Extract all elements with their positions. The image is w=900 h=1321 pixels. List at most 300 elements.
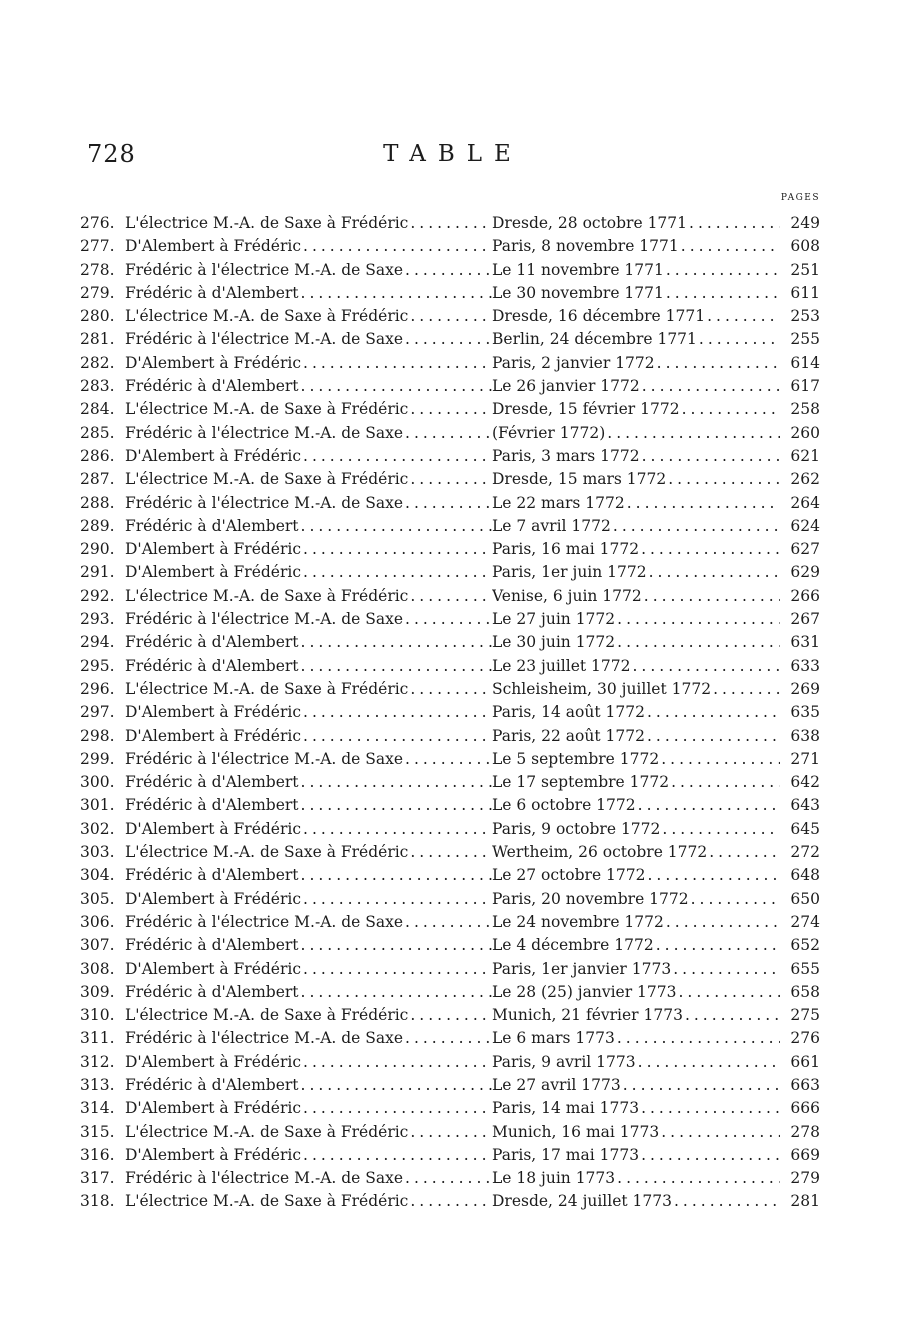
entry-page: 249 (790, 214, 820, 232)
dot-leader (299, 655, 492, 678)
dot-leader (301, 701, 492, 724)
toc-entry (80, 725, 820, 748)
entry-page: 650 (790, 889, 820, 908)
entry-number: 303. (80, 843, 115, 862)
dot-leader (408, 468, 492, 491)
toc-entry (80, 375, 820, 398)
entry-date-cell (492, 841, 780, 864)
dot-leader (664, 259, 780, 282)
entry-date: Munich, 16 mai 1773 (492, 1122, 660, 1141)
entry-date-cell (492, 375, 780, 398)
entry-title: Frédéric à l'électrice M.-A. de Saxe (125, 260, 404, 279)
entry-title: Frédéric à l'électrice M.-A. de Saxe (125, 610, 404, 629)
entry-page: 278 (790, 1122, 820, 1141)
entry-number: 309. (80, 982, 115, 1001)
entry-title: L'électrice M.-A. de Saxe à Frédéric (125, 679, 409, 698)
entry-title-cell (125, 212, 492, 235)
dot-leader (403, 748, 492, 771)
dot-leader (408, 1190, 492, 1213)
pages-column-label: PAGES (780, 193, 820, 203)
dot-leader (408, 678, 492, 701)
entry-date: Dresde, 15 février 1772 (492, 400, 680, 419)
toc-entry (80, 1190, 820, 1213)
dot-leader (672, 1190, 780, 1213)
entry-date-cell (492, 259, 780, 282)
toc-entry (80, 445, 820, 468)
entry-date: Le 4 décembre 1772 (492, 936, 654, 955)
dot-leader (660, 818, 780, 841)
dot-leader (640, 375, 780, 398)
entry-title-cell (125, 1074, 492, 1097)
entry-number: 282. (80, 353, 115, 372)
entry-date-cell (492, 282, 780, 305)
entry-date-cell (492, 1074, 780, 1097)
toc-entry (80, 561, 820, 584)
entry-number: 286. (80, 446, 115, 465)
entry-date: Le 24 novembre 1772 (492, 912, 664, 931)
entry-date: Le 22 mars 1772 (492, 493, 625, 512)
entry-date: Venise, 6 juin 1772 (492, 586, 642, 605)
entry-date: Dresde, 24 juillet 1773 (492, 1192, 672, 1211)
entry-page: 262 (790, 470, 820, 489)
dot-leader (697, 328, 780, 351)
entry-title: Frédéric à l'électrice M.-A. de Saxe (125, 423, 404, 442)
dot-leader (301, 1097, 492, 1120)
entry-page: 281 (790, 1192, 820, 1211)
dot-leader (299, 981, 492, 1004)
entry-number: 300. (80, 773, 115, 792)
entry-page: 608 (790, 237, 820, 256)
page-number: 728 (87, 140, 136, 168)
entry-title-cell (125, 282, 492, 305)
dot-leader (615, 1027, 780, 1050)
dot-leader (299, 794, 492, 817)
entry-date: Paris, 3 mars 1772 (492, 446, 640, 465)
entry-date-cell (492, 678, 780, 701)
entry-number: 277. (80, 237, 115, 256)
dot-leader (671, 958, 780, 981)
entry-title: Frédéric à l'électrice M.-A. de Saxe (125, 1169, 404, 1188)
entry-title-cell (125, 259, 492, 282)
entry-page: 258 (790, 400, 820, 419)
entry-title: L'électrice M.-A. de Saxe à Frédéric (125, 400, 409, 419)
entry-number: 279. (80, 283, 115, 302)
entry-title: L'électrice M.-A. de Saxe à Frédéric (125, 1122, 409, 1141)
entry-title: D'Alembert à Frédéric (125, 563, 302, 582)
entry-date-cell (492, 305, 780, 328)
entry-page: 652 (790, 936, 820, 955)
entry-page: 666 (790, 1099, 820, 1118)
dot-leader (707, 841, 780, 864)
entry-title: Frédéric à l'électrice M.-A. de Saxe (125, 330, 404, 349)
dot-leader (408, 1121, 492, 1144)
entry-date: Berlin, 24 décembre 1771 (492, 330, 697, 349)
entry-title-cell (125, 561, 492, 584)
entry-number: 276. (80, 214, 115, 232)
entry-number: 298. (80, 726, 115, 745)
entry-title: L'électrice M.-A. de Saxe à Frédéric (125, 214, 409, 232)
dot-leader (301, 818, 492, 841)
entry-title-cell (125, 305, 492, 328)
toc-entry (80, 422, 820, 445)
entry-title-cell (125, 655, 492, 678)
dot-leader (654, 934, 780, 957)
entry-date: Paris, 9 octobre 1772 (492, 819, 661, 838)
entry-title: Frédéric à d'Alembert (125, 982, 299, 1001)
toc-entry (80, 1074, 820, 1097)
dot-leader (615, 1167, 780, 1190)
table-of-contents (80, 212, 820, 1214)
toc-entry (80, 631, 820, 654)
entry-title: D'Alembert à Frédéric (125, 1052, 302, 1071)
entry-number: 283. (80, 377, 115, 396)
entry-title: L'électrice M.-A. de Saxe à Frédéric (125, 586, 409, 605)
dot-leader (403, 1027, 492, 1050)
entry-page: 264 (790, 493, 820, 512)
entry-title-cell (125, 398, 492, 421)
entry-title-cell (125, 794, 492, 817)
entry-title-cell (125, 725, 492, 748)
entry-date: Munich, 21 février 1773 (492, 1006, 683, 1025)
toc-entry (80, 981, 820, 1004)
entry-date-cell (492, 515, 780, 538)
entry-date-cell (492, 911, 780, 934)
dot-leader (299, 934, 492, 957)
dot-leader (301, 725, 492, 748)
entry-title-cell (125, 468, 492, 491)
entry-date-cell (492, 981, 780, 1004)
entry-number: 278. (80, 260, 115, 279)
entry-title: Frédéric à d'Alembert (125, 796, 299, 815)
entry-title: Frédéric à d'Alembert (125, 283, 299, 302)
entry-date: Dresde, 15 mars 1772 (492, 470, 667, 489)
toc-entry (80, 794, 820, 817)
toc-entry (80, 1051, 820, 1074)
entry-title-cell (125, 934, 492, 957)
entry-number: 294. (80, 633, 115, 652)
entry-title: Frédéric à l'électrice M.-A. de Saxe (125, 493, 404, 512)
dot-leader (408, 841, 492, 864)
dot-leader (711, 678, 780, 701)
toc-entry (80, 818, 820, 841)
entry-date: Paris, 2 janvier 1772 (492, 353, 655, 372)
toc-entry (80, 958, 820, 981)
entry-page: 276 (790, 1029, 820, 1048)
entry-number: 293. (80, 610, 115, 629)
dot-leader (630, 655, 780, 678)
dot-leader (659, 748, 780, 771)
toc-entry (80, 235, 820, 258)
dot-leader (664, 911, 780, 934)
dot-leader (403, 608, 492, 631)
entry-date-cell (492, 1144, 780, 1167)
entry-title: D'Alembert à Frédéric (125, 353, 302, 372)
entry-date: (Février 1772) (492, 423, 606, 442)
toc-entry (80, 515, 820, 538)
entry-title-cell (125, 1004, 492, 1027)
entry-number: 285. (80, 423, 115, 442)
dot-leader (625, 492, 780, 515)
entry-number: 308. (80, 959, 115, 978)
entry-title: L'électrice M.-A. de Saxe à Frédéric (125, 1192, 409, 1211)
dot-leader (408, 212, 492, 235)
entry-title-cell (125, 701, 492, 724)
entry-number: 304. (80, 866, 115, 885)
entry-date-cell (492, 864, 780, 887)
toc-entry (80, 328, 820, 351)
dot-leader (666, 468, 780, 491)
dot-leader (301, 888, 492, 911)
entry-title: Frédéric à d'Alembert (125, 936, 299, 955)
dot-leader (679, 235, 780, 258)
toc-entry (80, 468, 820, 491)
entry-title-cell (125, 678, 492, 701)
dot-leader (299, 631, 492, 654)
entry-date-cell (492, 1027, 780, 1050)
entry-date-cell (492, 794, 780, 817)
entry-title-cell (125, 841, 492, 864)
entry-page: 274 (790, 912, 820, 931)
entry-title-cell (125, 771, 492, 794)
toc-entry (80, 1027, 820, 1050)
entry-title-cell (125, 748, 492, 771)
dot-leader (669, 771, 780, 794)
entry-date-cell (492, 771, 780, 794)
dot-leader (299, 864, 492, 887)
dot-leader (705, 305, 780, 328)
dot-leader (299, 375, 492, 398)
entry-date: Paris, 14 mai 1773 (492, 1099, 640, 1118)
entry-date: Dresde, 28 octobre 1771 (492, 214, 688, 232)
entry-number: 299. (80, 749, 115, 768)
entry-page: 629 (790, 563, 820, 582)
entry-date-cell (492, 352, 780, 375)
dot-leader (615, 608, 780, 631)
entry-date-cell (492, 445, 780, 468)
entry-page: 611 (790, 283, 820, 302)
dot-leader (615, 631, 780, 654)
entry-title: D'Alembert à Frédéric (125, 1145, 302, 1164)
dot-leader (301, 352, 492, 375)
dot-leader (640, 445, 780, 468)
entry-page: 645 (790, 819, 820, 838)
entry-title: D'Alembert à Frédéric (125, 1099, 302, 1118)
entry-date: Paris, 20 novembre 1772 (492, 889, 689, 908)
entry-title-cell (125, 1144, 492, 1167)
entry-title: Frédéric à d'Alembert (125, 377, 299, 396)
entry-date-cell (492, 748, 780, 771)
entry-page: 648 (790, 866, 820, 885)
toc-entry (80, 305, 820, 328)
entry-date-cell (492, 608, 780, 631)
dot-leader (299, 282, 492, 305)
toc-entry (80, 492, 820, 515)
entry-page: 275 (790, 1006, 820, 1025)
dot-leader (301, 561, 492, 584)
dot-leader (403, 328, 492, 351)
entry-date-cell (492, 888, 780, 911)
entry-date: Paris, 1er juin 1772 (492, 563, 647, 582)
entry-date-cell (492, 1121, 780, 1144)
entry-page: 279 (790, 1169, 820, 1188)
entry-title: Frédéric à d'Alembert (125, 656, 299, 675)
entry-title-cell (125, 631, 492, 654)
entry-date-cell (492, 655, 780, 678)
entry-date-cell (492, 585, 780, 608)
entry-title-cell (125, 352, 492, 375)
entry-title: D'Alembert à Frédéric (125, 703, 302, 722)
dot-leader (677, 981, 781, 1004)
entry-title: D'Alembert à Frédéric (125, 237, 302, 256)
entry-page: 658 (790, 982, 820, 1001)
entry-date-cell (492, 1167, 780, 1190)
dot-leader (655, 352, 780, 375)
dot-leader (639, 1097, 780, 1120)
entry-number: 307. (80, 936, 115, 955)
entry-number: 306. (80, 912, 115, 931)
entry-page: 631 (790, 633, 820, 652)
entry-date: Paris, 9 avril 1773 (492, 1052, 636, 1071)
entry-date-cell (492, 398, 780, 421)
toc-entry (80, 1004, 820, 1027)
toc-entry (80, 911, 820, 934)
entry-date: Le 28 (25) janvier 1773 (492, 982, 677, 1001)
entry-date-cell (492, 958, 780, 981)
dot-leader (636, 1051, 780, 1074)
entry-number: 291. (80, 563, 115, 582)
entry-title: D'Alembert à Frédéric (125, 889, 302, 908)
entry-page: 642 (790, 773, 820, 792)
entry-date: Le 23 juillet 1772 (492, 656, 631, 675)
toc-entry (80, 259, 820, 282)
entry-date: Le 26 janvier 1772 (492, 377, 640, 396)
dot-leader (636, 794, 780, 817)
dot-leader (403, 259, 492, 282)
entry-number: 295. (80, 656, 115, 675)
entry-number: 287. (80, 470, 115, 489)
entry-date: Paris, 22 août 1772 (492, 726, 645, 745)
toc-entry (80, 701, 820, 724)
entry-number: 312. (80, 1052, 115, 1071)
entry-title-cell (125, 608, 492, 631)
entry-date: Le 30 juin 1772 (492, 633, 616, 652)
entry-page: 663 (790, 1075, 820, 1094)
dot-leader (299, 515, 492, 538)
entry-date: Le 6 octobre 1772 (492, 796, 636, 815)
dot-leader (642, 585, 780, 608)
entry-number: 297. (80, 703, 115, 722)
entry-title-cell (125, 328, 492, 351)
entry-page: 269 (790, 679, 820, 698)
dot-leader (683, 1004, 780, 1027)
toc-entry (80, 1167, 820, 1190)
entry-date: Paris, 8 novembre 1771 (492, 237, 679, 256)
entry-page: 267 (790, 610, 820, 629)
entry-page: 255 (790, 330, 820, 349)
entry-page: 643 (790, 796, 820, 815)
entry-title: Frédéric à l'électrice M.-A. de Saxe (125, 912, 404, 931)
entry-page: 260 (790, 423, 820, 442)
entry-page: 617 (790, 377, 820, 396)
dot-leader (646, 864, 781, 887)
entry-title: L'électrice M.-A. de Saxe à Frédéric (125, 843, 409, 862)
entry-title: Frédéric à d'Alembert (125, 1075, 299, 1094)
entry-date: Le 27 octobre 1772 (492, 866, 646, 885)
dot-leader (645, 701, 780, 724)
entry-page: 253 (790, 307, 820, 326)
dot-leader (659, 1121, 780, 1144)
toc-entry (80, 585, 820, 608)
dot-leader (403, 422, 492, 445)
entry-date-cell (492, 328, 780, 351)
toc-entry (80, 841, 820, 864)
entry-number: 296. (80, 679, 115, 698)
entry-title-cell (125, 585, 492, 608)
toc-entry (80, 608, 820, 631)
entry-date-cell (492, 212, 780, 235)
entry-title: Frédéric à d'Alembert (125, 866, 299, 885)
entry-page: 633 (790, 656, 820, 675)
dot-leader (301, 235, 492, 258)
entry-date: Paris, 1er janvier 1773 (492, 959, 672, 978)
dot-leader (647, 561, 780, 584)
entry-page: 271 (790, 749, 820, 768)
entry-page: 621 (790, 446, 820, 465)
toc-entry (80, 748, 820, 771)
entry-date-cell (492, 725, 780, 748)
toc-entry (80, 212, 820, 235)
entry-title-cell (125, 888, 492, 911)
entry-page: 669 (790, 1145, 820, 1164)
dot-leader (408, 1004, 492, 1027)
dot-leader (680, 398, 780, 421)
entry-title-cell (125, 235, 492, 258)
entry-title: Frédéric à d'Alembert (125, 773, 299, 792)
entry-title-cell (125, 1097, 492, 1120)
entry-page: 635 (790, 703, 820, 722)
entry-date-cell (492, 538, 780, 561)
entry-date: Wertheim, 26 octobre 1772 (492, 843, 708, 862)
entry-number: 318. (80, 1192, 115, 1211)
entry-page: 272 (790, 843, 820, 862)
entry-date: Le 5 septembre 1772 (492, 749, 660, 768)
entry-page: 266 (790, 586, 820, 605)
dot-leader (645, 725, 780, 748)
dot-leader (408, 398, 492, 421)
entry-date: Schleisheim, 30 juillet 1772 (492, 679, 712, 698)
toc-entry (80, 771, 820, 794)
entry-page: 614 (790, 353, 820, 372)
entry-title-cell (125, 1167, 492, 1190)
entry-date: Le 6 mars 1773 (492, 1029, 615, 1048)
dot-leader (687, 212, 780, 235)
dot-leader (621, 1074, 780, 1097)
entry-date: Paris, 14 août 1772 (492, 703, 645, 722)
entry-title-cell (125, 1190, 492, 1213)
toc-entry (80, 888, 820, 911)
entry-number: 310. (80, 1006, 115, 1025)
entry-date-cell (492, 818, 780, 841)
dot-leader (611, 515, 780, 538)
dot-leader (403, 911, 492, 934)
entry-number: 281. (80, 330, 115, 349)
dot-leader (301, 445, 492, 468)
toc-entry (80, 934, 820, 957)
entry-title: L'électrice M.-A. de Saxe à Frédéric (125, 307, 409, 326)
toc-entry (80, 678, 820, 701)
entry-date-cell (492, 1097, 780, 1120)
dot-leader (664, 282, 780, 305)
